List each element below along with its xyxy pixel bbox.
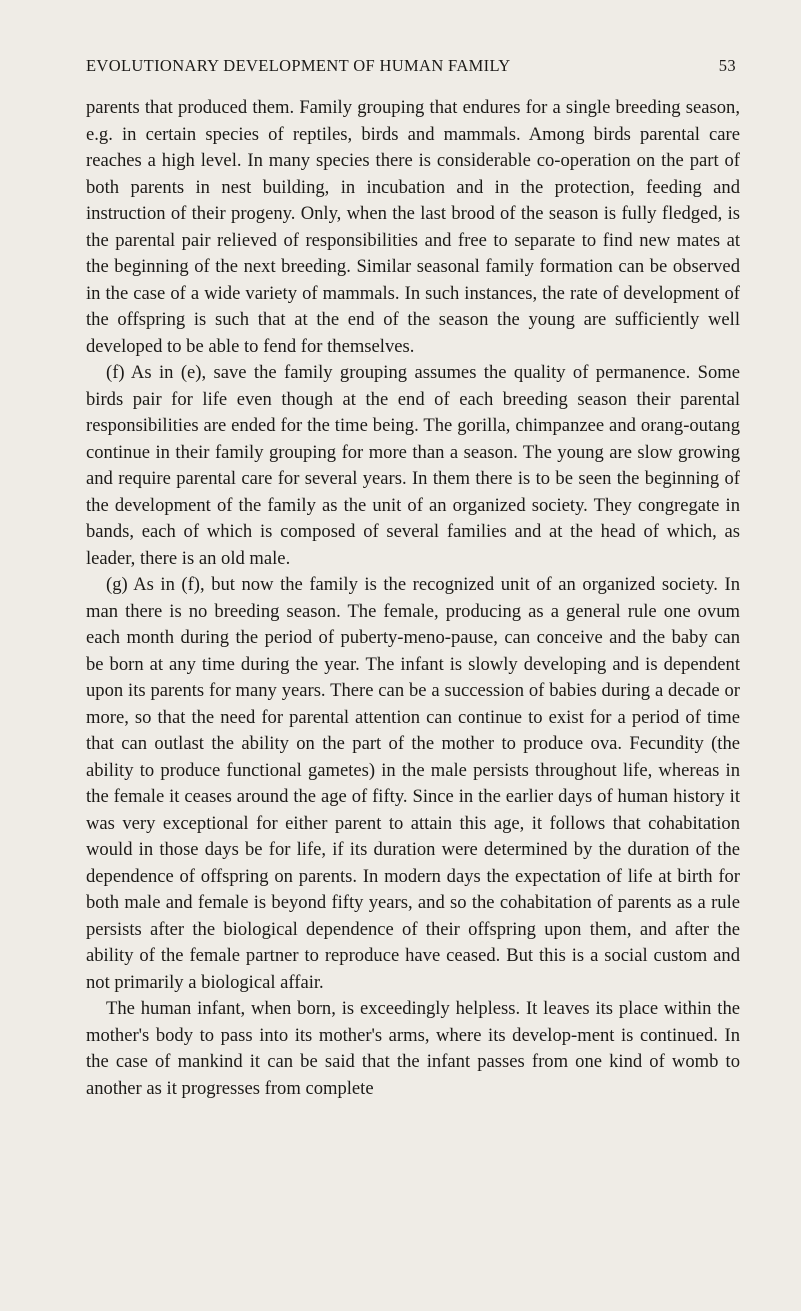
running-title: EVOLUTIONARY DEVELOPMENT OF HUMAN FAMILY	[86, 56, 511, 75]
paragraph-g: (g) As in (f), but now the family is the recognized unit of an organized society. In man there is no breeding season. The female, producing as a general rule one ovum each month during the period of puberty-meno-pause, can conceive and the baby can be born at any time during the year. The infant is slowly developing and is dependent upon its parents for many years. There can be a succession of babies during a decade or more, so that the need for parental attention can continue to exist for a period of time that can outlast the ability on the part of the mother to produce ova. Fecundity (the ability to produce functional gametes) in the male persists throughout life, whereas in the female it ceases around the age of fifty. Since in the earlier days of human history it was very exceptional for either parent to attain this age, it follows that cohabitation would in those days be for life, if its duration were determined by the duration of the dependence of offspring on parents. In modern days the expectation of life at birth for both male and female is beyond fifty years, and so the cohabitation of parents as a rule persists after the biological dependence of their offspring upon them, and after the ability of the female partner to reproduce have ceased. But this is a social custom and not primarily a biological affair.	[86, 574, 740, 993]
paragraph-human-infant: The human infant, when born, is exceedingly helpless. It leaves its place within the mother's body to pass into its mother's arms, where its develop-ment is continued. In the case of mankind it can be said that the infant passes from one kind of womb to another as it progresses from complete	[86, 998, 740, 1099]
page-number: 53	[718, 56, 736, 75]
paragraph-f: (f) As in (e), save the family grouping assumes the quality of permanence. Some birds pair for life even though at the end of each breeding season their parental responsibilities are ended for the time being. The gorilla, chimpanzee and orang-outang continue in their family grouping for more than a season. The young are slow growing and require parental care for several years. In them there is to be seen the beginning of the development of the family as the unit of an organized society. They congregate in bands, each of which is composed of several families and at the head of which, as leader, there is an old male.	[86, 362, 740, 569]
body-text	[86, 95, 740, 1102]
paragraph-continued: parents that produced them. Family grouping that endures for a single breeding season, e.g. in certain species of reptiles, birds and mammals. Among birds parental care reaches a high level. In many species there is considerable co-operation on the part of both parents in nest building, in incubation and in the protection, feeding and instruction of their progeny. Only, when the last brood of the season is fully fledged, is the parental pair relieved of responsibilities and free to separate to find new mates at the beginning of the next breeding. Similar seasonal family formation can be observed in the case of a wide variety of mammals. In such instances, the rate of development of the offspring is such that at the end of the season the young are sufficiently well developed to be able to fend for themselves.	[86, 97, 740, 357]
running-header	[86, 56, 736, 80]
